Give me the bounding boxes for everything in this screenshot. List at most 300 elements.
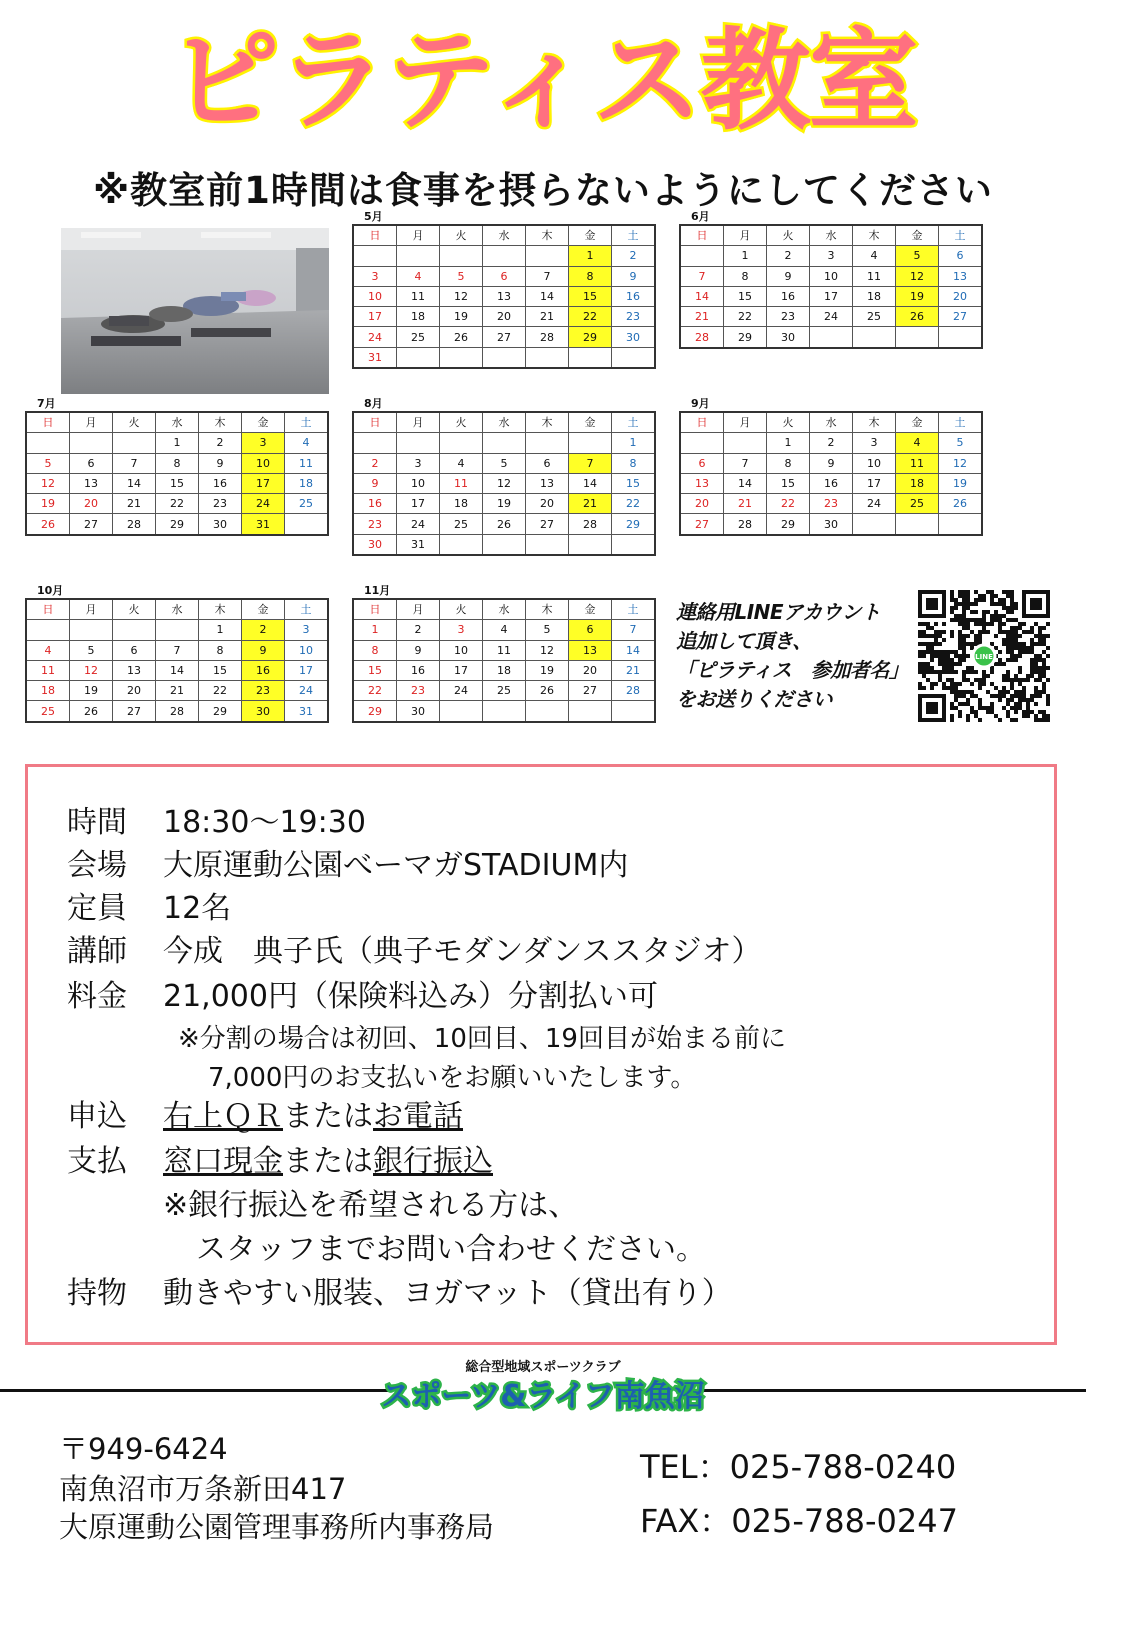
day-cell: 29 (767, 514, 810, 535)
day-cell: 19 (440, 307, 483, 327)
day-cell (526, 433, 569, 453)
day-cell: 16 (810, 473, 853, 493)
day-cell: 20 (680, 494, 724, 514)
weekday-header: 火 (440, 412, 483, 433)
day-cell: 9 (353, 473, 397, 493)
day-cell: 18 (26, 681, 70, 701)
day-cell: 28 (526, 327, 569, 347)
weekday-header: 木 (199, 599, 242, 620)
day-cell (526, 347, 569, 368)
class-photo (61, 228, 329, 394)
day-cell: 7 (724, 453, 767, 473)
day-cell: 14 (612, 640, 656, 660)
day-cell (939, 327, 983, 348)
apply-phone-link[interactable]: お電話 (373, 1099, 463, 1134)
meal-notice: ※教室前1時間は食事を摂らないようにしてください (93, 169, 993, 212)
day-cell: 30 (612, 327, 656, 347)
class-day-cell: 13 (569, 640, 612, 660)
day-cell: 27 (569, 681, 612, 701)
day-cell: 10 (440, 640, 483, 660)
day-cell: 28 (156, 701, 199, 722)
phone-number[interactable]: TEL：025-788-0240 (640, 1448, 957, 1486)
day-cell: 16 (397, 660, 440, 680)
day-cell (526, 246, 569, 266)
day-cell: 15 (724, 286, 767, 306)
day-cell: 15 (767, 473, 810, 493)
day-cell: 7 (680, 266, 724, 286)
day-cell: 27 (526, 514, 569, 534)
calendar-november (352, 584, 656, 723)
day-cell: 11 (440, 473, 483, 493)
detail-instructor: 講師 今成 典子氏（典子モダンダンススタジオ） (67, 934, 762, 969)
weekday-header: 火 (113, 599, 156, 620)
class-day-cell: 29 (569, 327, 612, 347)
day-cell: 7 (113, 453, 156, 473)
day-cell: 16 (199, 473, 242, 493)
day-cell (440, 534, 483, 555)
day-cell: 27 (483, 327, 526, 347)
day-cell (113, 620, 156, 640)
weekday-header: 土 (939, 412, 983, 433)
day-cell: 28 (113, 514, 156, 535)
day-cell: 22 (353, 681, 397, 701)
month-label: 8月 (364, 397, 383, 410)
weekday-header: 日 (353, 412, 397, 433)
day-cell: 26 (26, 514, 70, 535)
detail-venue: 会場 大原運動公園べーマガSTADIUM内 (67, 848, 629, 883)
day-cell: 8 (353, 640, 397, 660)
page-title: ピラティス教室 (169, 17, 917, 145)
day-cell: 6 (526, 453, 569, 473)
weekday-header: 月 (397, 599, 440, 620)
day-cell: 8 (724, 266, 767, 286)
day-cell (853, 514, 896, 535)
weekday-header: 月 (70, 412, 113, 433)
month-label: 9月 (691, 397, 710, 410)
day-cell: 20 (569, 660, 612, 680)
day-cell: 19 (70, 681, 113, 701)
day-cell (612, 534, 656, 555)
day-cell (70, 433, 113, 453)
day-cell (612, 701, 656, 722)
day-cell: 25 (440, 514, 483, 534)
day-cell: 4 (440, 453, 483, 473)
day-cell: 29 (353, 701, 397, 722)
day-cell: 5 (70, 640, 113, 660)
class-day-cell: 22 (569, 307, 612, 327)
day-cell: 10 (353, 286, 397, 306)
day-cell (440, 433, 483, 453)
day-cell: 26 (483, 514, 526, 534)
class-day-cell: 25 (896, 494, 939, 514)
day-cell: 8 (199, 640, 242, 660)
day-cell: 17 (853, 473, 896, 493)
day-cell: 11 (483, 640, 526, 660)
day-cell: 10 (853, 453, 896, 473)
day-cell: 28 (612, 681, 656, 701)
class-day-cell: 1 (569, 246, 612, 266)
weekday-header: 水 (483, 225, 526, 246)
day-cell: 28 (680, 327, 724, 348)
day-cell (853, 327, 896, 348)
day-cell: 3 (353, 266, 397, 286)
day-cell: 25 (483, 681, 526, 701)
day-cell: 13 (680, 473, 724, 493)
class-day-cell: 8 (569, 266, 612, 286)
day-cell: 10 (810, 266, 853, 286)
day-cell: 17 (353, 307, 397, 327)
class-day-cell: 9 (242, 640, 285, 660)
day-cell: 19 (483, 494, 526, 514)
weekday-header: 火 (440, 599, 483, 620)
day-cell: 29 (199, 701, 242, 722)
calendar-august (352, 397, 656, 556)
weekday-header: 金 (569, 225, 612, 246)
day-cell: 31 (397, 534, 440, 555)
day-cell: 12 (483, 473, 526, 493)
day-cell: 19 (939, 473, 983, 493)
day-cell (483, 701, 526, 722)
day-cell: 3 (440, 620, 483, 640)
day-cell: 12 (526, 640, 569, 660)
month-label: 11月 (364, 584, 391, 597)
class-day-cell: 17 (242, 473, 285, 493)
day-cell (680, 246, 724, 266)
day-cell (440, 347, 483, 368)
day-cell: 4 (483, 620, 526, 640)
day-cell: 31 (353, 347, 397, 368)
day-cell: 17 (397, 494, 440, 514)
day-cell: 21 (724, 494, 767, 514)
day-cell: 27 (939, 307, 983, 327)
class-day-cell: 6 (569, 620, 612, 640)
day-cell: 29 (612, 514, 656, 534)
day-cell: 21 (113, 494, 156, 514)
day-cell: 24 (440, 681, 483, 701)
day-cell (483, 347, 526, 368)
line-text-4: をお送りください (676, 687, 832, 711)
day-cell: 27 (680, 514, 724, 535)
day-cell (483, 246, 526, 266)
line-instructions (676, 598, 916, 714)
weekday-header: 日 (680, 225, 724, 246)
day-cell: 2 (767, 246, 810, 266)
weekday-header: 木 (526, 412, 569, 433)
fax-number: FAX：025-788-0247 (640, 1502, 958, 1540)
day-cell: 13 (113, 660, 156, 680)
weekday-header: 月 (397, 412, 440, 433)
day-cell (896, 514, 939, 535)
day-cell: 29 (156, 514, 199, 535)
day-cell (612, 347, 656, 368)
line-badge-icon: LINE (975, 653, 993, 661)
day-cell (526, 701, 569, 722)
weekday-header: 水 (156, 599, 199, 620)
day-cell (397, 246, 440, 266)
day-cell: 22 (767, 494, 810, 514)
day-cell (353, 246, 397, 266)
class-day-cell: 30 (242, 701, 285, 722)
month-label: 5月 (364, 210, 383, 223)
day-cell (810, 327, 853, 348)
day-cell: 4 (26, 640, 70, 660)
weekday-header: 木 (853, 412, 896, 433)
day-cell: 23 (767, 307, 810, 327)
day-cell: 21 (680, 307, 724, 327)
weekday-header: 水 (156, 412, 199, 433)
day-cell (483, 433, 526, 453)
day-cell: 26 (440, 327, 483, 347)
day-cell: 17 (440, 660, 483, 680)
day-cell: 9 (767, 266, 810, 286)
detail-payment: 支払 窓口現金または銀行振込 (67, 1144, 493, 1179)
day-cell: 18 (483, 660, 526, 680)
line-text-2: 追加して頂き、 (676, 629, 812, 653)
day-cell: 6 (939, 246, 983, 266)
calendar-grid-november (352, 598, 656, 723)
weekday-header: 土 (612, 225, 656, 246)
detail-apply: 申込 右上ＱＲまたはお電話 (67, 1099, 463, 1134)
day-cell: 23 (353, 514, 397, 534)
day-cell: 4 (853, 246, 896, 266)
day-cell: 4 (285, 433, 329, 453)
day-cell: 5 (939, 433, 983, 453)
day-cell: 21 (526, 307, 569, 327)
day-cell: 3 (853, 433, 896, 453)
weekday-header: 月 (724, 225, 767, 246)
weekday-header: 土 (285, 412, 329, 433)
day-cell: 20 (483, 307, 526, 327)
class-day-cell: 23 (242, 681, 285, 701)
day-cell: 25 (26, 701, 70, 722)
day-cell: 1 (767, 433, 810, 453)
day-cell (526, 534, 569, 555)
calendar-may (352, 210, 656, 369)
weekday-header: 金 (569, 599, 612, 620)
day-cell: 11 (26, 660, 70, 680)
class-day-cell: 19 (896, 286, 939, 306)
day-cell: 3 (397, 453, 440, 473)
class-day-cell: 7 (569, 453, 612, 473)
day-cell (569, 347, 612, 368)
day-cell: 15 (353, 660, 397, 680)
day-cell: 22 (724, 307, 767, 327)
day-cell: 22 (199, 681, 242, 701)
day-cell: 9 (612, 266, 656, 286)
day-cell: 15 (199, 660, 242, 680)
class-day-cell: 26 (896, 307, 939, 327)
day-cell: 6 (680, 453, 724, 473)
day-cell: 15 (612, 473, 656, 493)
calendar-grid-september (679, 411, 983, 536)
class-day-cell: 3 (242, 433, 285, 453)
day-cell: 1 (724, 246, 767, 266)
day-cell: 2 (397, 620, 440, 640)
day-cell: 1 (353, 620, 397, 640)
day-cell: 5 (26, 453, 70, 473)
footer-divider-left (0, 1389, 390, 1392)
day-cell: 1 (156, 433, 199, 453)
day-cell: 30 (810, 514, 853, 535)
day-cell: 29 (724, 327, 767, 348)
day-cell (156, 620, 199, 640)
class-day-cell: 11 (896, 453, 939, 473)
day-cell: 5 (526, 620, 569, 640)
day-cell: 18 (853, 286, 896, 306)
weekday-header: 日 (680, 412, 724, 433)
brand-logo: 総合型地域スポーツクラブ スポーツ&ライフ南魚沼 (381, 1360, 705, 1414)
day-cell: 13 (526, 473, 569, 493)
day-cell: 18 (285, 473, 329, 493)
day-cell: 7 (612, 620, 656, 640)
day-cell: 27 (70, 514, 113, 535)
day-cell: 23 (810, 494, 853, 514)
day-cell (896, 327, 939, 348)
detail-time: 時間 18:30〜19:30 (67, 805, 366, 840)
day-cell: 10 (397, 473, 440, 493)
calendar-october (25, 584, 329, 723)
day-cell: 28 (724, 514, 767, 535)
detail-items: 持物 動きやすい服装、ヨガマット（貸出有り） (67, 1276, 732, 1311)
office-name: 大原運動公園管理事務所内事務局 (59, 1510, 495, 1544)
line-text-1: 連絡用LINEアカウント (676, 600, 881, 624)
day-cell: 12 (939, 453, 983, 473)
fee-note-2: 7,000円のお支払いをお願いいたします。 (208, 1063, 697, 1093)
weekday-header: 木 (853, 225, 896, 246)
day-cell: 20 (70, 494, 113, 514)
weekday-header: 水 (483, 412, 526, 433)
day-cell: 26 (939, 494, 983, 514)
day-cell: 22 (612, 494, 656, 514)
weekday-header: 土 (612, 599, 656, 620)
day-cell: 2 (612, 246, 656, 266)
day-cell: 16 (767, 286, 810, 306)
day-cell: 21 (612, 660, 656, 680)
day-cell (70, 620, 113, 640)
day-cell: 19 (26, 494, 70, 514)
day-cell: 4 (397, 266, 440, 286)
day-cell: 26 (70, 701, 113, 722)
day-cell: 14 (526, 286, 569, 306)
day-cell: 26 (526, 681, 569, 701)
class-day-cell: 31 (242, 514, 285, 535)
weekday-header: 火 (767, 412, 810, 433)
day-cell: 24 (397, 514, 440, 534)
svg-text:スポーツ&ライフ南魚沼: スポーツ&ライフ南魚沼 (381, 1379, 705, 1414)
day-cell: 7 (156, 640, 199, 660)
weekday-header: 月 (397, 225, 440, 246)
day-cell: 24 (810, 307, 853, 327)
day-cell: 23 (612, 307, 656, 327)
weekday-header: 水 (810, 225, 853, 246)
weekday-header: 日 (353, 225, 397, 246)
class-day-cell: 10 (242, 453, 285, 473)
class-day-cell: 24 (242, 494, 285, 514)
day-cell: 13 (70, 473, 113, 493)
weekday-header: 金 (242, 412, 285, 433)
day-cell (569, 534, 612, 555)
detail-capacity: 定員 12名 (67, 891, 232, 926)
calendar-june (679, 210, 983, 349)
month-label: 7月 (37, 397, 56, 410)
class-day-cell: 21 (569, 494, 612, 514)
day-cell: 16 (612, 286, 656, 306)
day-cell: 16 (353, 494, 397, 514)
weekday-header: 日 (26, 599, 70, 620)
weekday-header: 金 (242, 599, 285, 620)
day-cell (939, 514, 983, 535)
day-cell: 19 (526, 660, 569, 680)
day-cell: 28 (569, 514, 612, 534)
day-cell: 22 (156, 494, 199, 514)
day-cell: 30 (397, 701, 440, 722)
day-cell (26, 620, 70, 640)
calendar-grid-july (25, 411, 329, 536)
day-cell: 21 (156, 681, 199, 701)
class-day-cell: 5 (896, 246, 939, 266)
class-day-cell: 2 (242, 620, 285, 640)
day-cell: 6 (70, 453, 113, 473)
weekday-header: 金 (896, 225, 939, 246)
day-cell: 11 (853, 266, 896, 286)
weekday-header: 日 (26, 412, 70, 433)
day-cell: 11 (397, 286, 440, 306)
day-cell: 1 (199, 620, 242, 640)
class-day-cell: 4 (896, 433, 939, 453)
day-cell (440, 701, 483, 722)
weekday-header: 火 (767, 225, 810, 246)
day-cell: 2 (810, 433, 853, 453)
day-cell: 20 (113, 681, 156, 701)
day-cell: 7 (526, 266, 569, 286)
day-cell: 15 (156, 473, 199, 493)
address: 南魚沼市万条新田417 (59, 1472, 347, 1506)
day-cell: 14 (156, 660, 199, 680)
weekday-header: 土 (612, 412, 656, 433)
day-cell: 18 (440, 494, 483, 514)
day-cell: 10 (285, 640, 329, 660)
day-cell: 13 (939, 266, 983, 286)
weekday-header: 月 (70, 599, 113, 620)
day-cell: 9 (397, 640, 440, 660)
day-cell: 23 (397, 681, 440, 701)
day-cell: 5 (483, 453, 526, 473)
day-cell (680, 433, 724, 453)
day-cell: 3 (285, 620, 329, 640)
day-cell: 2 (199, 433, 242, 453)
day-cell: 9 (199, 453, 242, 473)
day-cell: 12 (440, 286, 483, 306)
footer-divider-right (694, 1389, 1086, 1392)
day-cell (285, 514, 329, 535)
month-label: 10月 (37, 584, 64, 597)
payment-note-1: ※銀行振込を希望される方は、 (163, 1188, 579, 1223)
payment-note-2: スタッフまでお問い合わせください。 (196, 1232, 706, 1267)
day-cell: 5 (440, 266, 483, 286)
month-label: 6月 (691, 210, 710, 223)
line-qr-code[interactable] (918, 590, 1050, 726)
day-cell: 3 (810, 246, 853, 266)
day-cell: 18 (397, 307, 440, 327)
class-day-cell: 18 (896, 473, 939, 493)
calendar-grid-june (679, 224, 983, 349)
day-cell: 30 (353, 534, 397, 555)
weekday-header: 火 (113, 412, 156, 433)
day-cell (440, 246, 483, 266)
day-cell: 25 (285, 494, 329, 514)
apply-qr-link[interactable]: 右上ＱＲ (163, 1099, 283, 1134)
calendar-grid-october (25, 598, 329, 723)
